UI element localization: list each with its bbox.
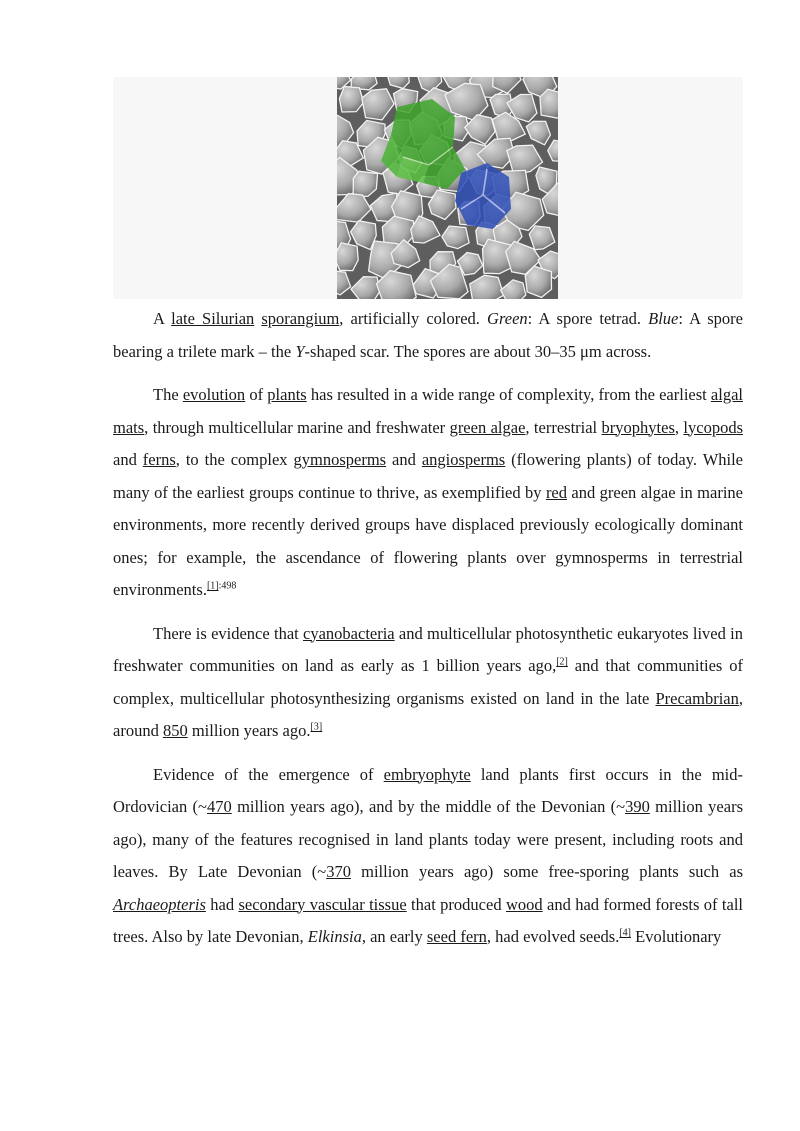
text: and that communities of complex, multicellular photosynthesizing organisms existed on land in the late <box>113 656 743 708</box>
text: : A spore tetrad. <box>527 309 649 328</box>
text: , <box>674 417 684 437</box>
link-390[interactable]: 390 <box>625 797 650 816</box>
text: million years ago), and by the middle of the Devonian (~ <box>231 797 626 816</box>
spore-grain <box>540 89 558 119</box>
link-secondary-vascular-tissue[interactable]: secondary vascular tissue <box>238 894 407 914</box>
elkinsia-italic: Elkinsia <box>307 927 362 946</box>
green-label: Green <box>487 309 528 328</box>
blue-label: Blue <box>648 309 679 328</box>
text: million years ago), many of the features recognised in land plants today were present, including roots and leaves. By Late Devonian (~ <box>113 797 743 881</box>
citation-link-1[interactable]: [1] <box>206 580 219 592</box>
link-sporangium[interactable]: sporangium <box>261 309 340 328</box>
link-embryophyte[interactable]: embryophyte <box>383 764 471 784</box>
figure-caption <box>113 303 743 368</box>
article-text <box>113 303 743 954</box>
link-370[interactable]: 370 <box>326 862 351 881</box>
paragraph-evolution <box>113 379 743 607</box>
text: , to the complex <box>175 450 294 469</box>
citation-link-4[interactable]: [4] <box>619 927 631 939</box>
text: and <box>386 450 422 469</box>
text: , had evolved seeds. <box>486 927 620 946</box>
text: million years ago. <box>187 721 311 740</box>
link-archaeopteris[interactable] <box>113 895 206 914</box>
text: of <box>245 385 268 404</box>
link-gymnosperms[interactable]: gymnosperms <box>293 450 387 469</box>
link-lycopods[interactable]: lycopods <box>683 417 743 437</box>
text: had <box>205 894 239 914</box>
text: , around <box>113 688 743 740</box>
link-algal-mats[interactable]: algal mats <box>113 385 743 437</box>
citation-4 <box>619 928 631 939</box>
text: , terrestrial <box>525 417 602 437</box>
link-seed-fern[interactable]: seed fern <box>426 927 487 946</box>
text: Evidence of the emergence of <box>153 764 384 784</box>
sporangium-image <box>337 77 558 299</box>
citation-1 <box>207 581 236 592</box>
link-evolution[interactable]: evolution <box>182 385 246 404</box>
link-red[interactable]: red <box>545 482 568 502</box>
archaeopteris-italic: Archaeopteris <box>113 894 206 914</box>
text: : A spore bearing a trilete mark – the <box>113 309 743 361</box>
text: and green algae in marine environments, more recently derived groups have displaced previously ecologically dominant ones; for example, the ascendance of flowering plants over gymnosperms in terrestrial environments. <box>113 482 743 599</box>
spore-grain <box>525 266 551 297</box>
link-850[interactable]: 850 <box>162 721 188 740</box>
text: (flowering plants) of today. While many of the earliest groups continue to thrive, as exemplified by <box>113 450 744 502</box>
text: The <box>153 385 183 404</box>
link-bryophytes[interactable]: bryophytes <box>601 417 675 437</box>
text: million years ago) some free-sporing plants such as <box>350 862 743 881</box>
text: , artificially colored. <box>339 309 488 328</box>
link-470[interactable]: 470 <box>206 797 232 816</box>
text: -shaped scar. The spores are about 30–35 μm across. <box>304 341 652 361</box>
link-green-algae[interactable]: green algae <box>449 417 526 437</box>
paragraph-embryophyte <box>113 759 743 954</box>
link-angiosperms[interactable]: angiosperms <box>421 450 506 469</box>
text: , an early <box>361 927 427 946</box>
link-late-silurian[interactable]: late Silurian <box>171 309 255 328</box>
text: and <box>113 450 143 469</box>
text: Evolutionary <box>631 927 722 946</box>
citation-link-3[interactable]: [3] <box>310 721 323 733</box>
text: and multicellular photosynthetic eukaryotes lived in freshwater communities on land as early as 1 billion years ago, <box>113 623 743 675</box>
text: and had formed forests of tall trees. Also by late Devonian, <box>113 894 744 946</box>
text: has resulted in a wide range of complexity, from the earliest <box>306 385 711 404</box>
citation-link-2[interactable]: [2] <box>556 656 568 668</box>
text: , through multicellular marine and freshwater <box>144 417 450 437</box>
citation-2 <box>556 657 568 668</box>
text: land plants first occurs in the mid-Ordovician (~ <box>113 764 743 816</box>
link-ferns[interactable]: ferns <box>142 450 176 469</box>
citation-3 <box>311 722 323 733</box>
link-plants[interactable]: plants <box>267 385 307 404</box>
text: There is evidence that <box>153 623 304 643</box>
link-cyanobacteria[interactable]: cyanobacteria <box>303 623 395 643</box>
citation-page: :498 <box>218 580 237 592</box>
spore-grain <box>337 243 358 271</box>
link-wood[interactable]: wood <box>505 894 543 914</box>
y-label: Y <box>295 341 305 361</box>
paragraph-evidence <box>113 618 743 748</box>
link-precambrian[interactable]: Precambrian <box>655 688 739 708</box>
text: that produced <box>406 894 506 914</box>
text: A <box>153 309 172 328</box>
